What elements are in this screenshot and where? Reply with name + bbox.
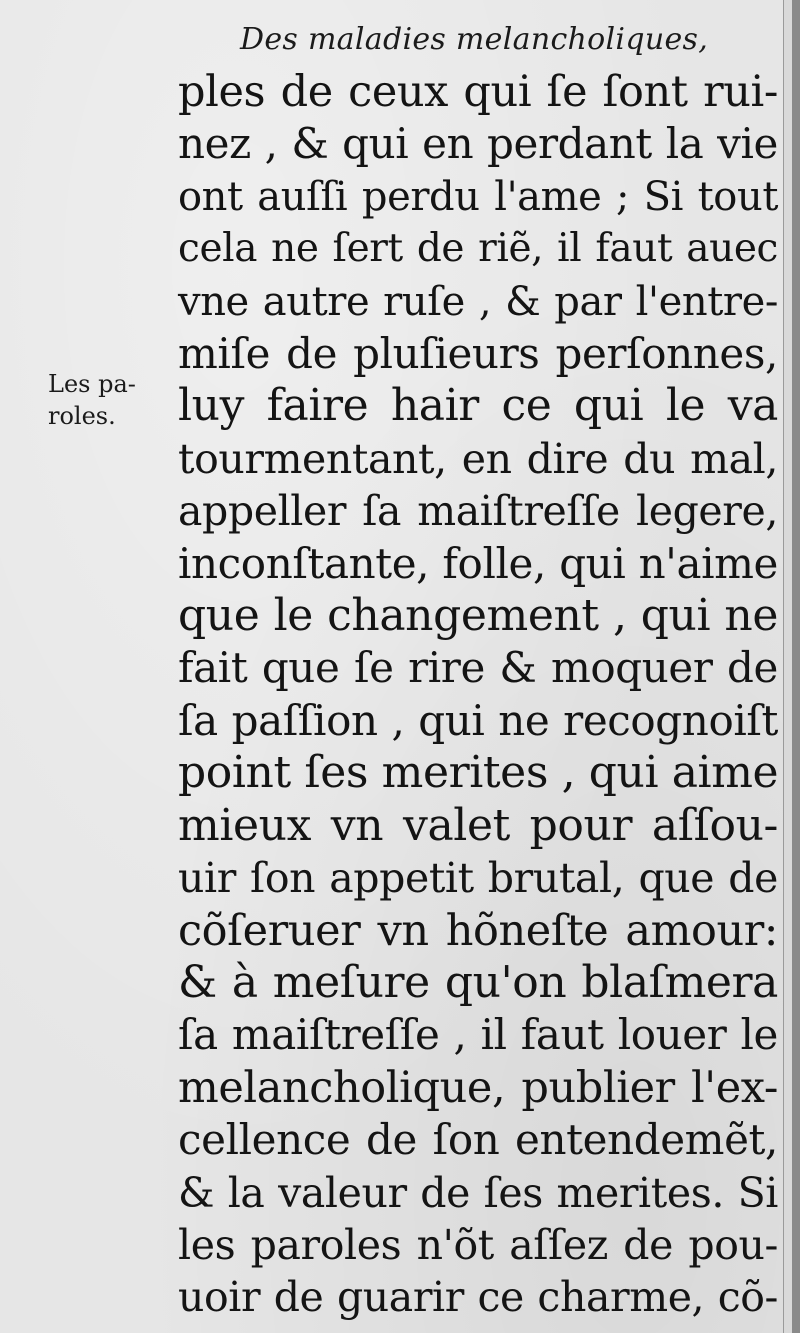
text-line: point ſes merites , qui aime [178,747,779,799]
text-line: ples de ceux qui ſe ſont rui- [178,67,778,117]
running-head: Des maladies melancholiques, [240,22,709,57]
text-line: fait que ſe rire & moquer de [178,643,778,693]
text-line: ſa paſſion , qui ne recognoiſt [178,695,778,745]
text-line: cõſeruer vn hõneſte amour: [178,905,778,956]
text-line: miſe de pluſieurs perſonnes, [178,329,778,379]
text-line: nez , & qui en perdant la vie [178,119,778,169]
text-line: cellence de ſon entendemẽt, [178,1115,778,1165]
text-line: vne autre ruſe , & par l'entre- [178,278,778,325]
page-edge [783,0,792,1333]
text-line: uoir de guarir ce charme, cõ- [178,1273,778,1322]
text-line: que le changement , qui ne [178,590,778,642]
text-line: cela ne ſert de riẽ, il faut auec [178,226,778,272]
text-line: & à meſure qu'on blaſmera [178,956,778,1008]
text-line: melancholique, publier l'ex- [178,1062,778,1113]
margin-note-line: Les pa- [48,370,136,398]
text-line: & la valeur de ſes merites. Si [178,1168,778,1217]
text-line: appeller ſa maiſtreſſe legere, [178,487,778,536]
margin-note [48,368,136,432]
bleed-through-text [66,780,186,1080]
text-line: inconſtante, folle, qui n'aime [178,538,778,588]
text-line: tourmentant, en dire du mal, [178,434,778,483]
text-line: luy faire hair ce qui le va [178,380,778,432]
text-line: mieux vn valet pour aſſou- [178,799,778,851]
text-line: uir ſon appetit brutal, que de [178,854,778,903]
text-line: les paroles n'õt aſſez de pou- [178,1220,778,1269]
body-text [178,66,778,1324]
text-line: ont auſſi perdu l'ame ; Si tout [178,173,778,220]
margin-note-line: roles. [48,402,116,430]
text-line: ſa maiſtreſſe , il faut louer le [178,1010,778,1060]
